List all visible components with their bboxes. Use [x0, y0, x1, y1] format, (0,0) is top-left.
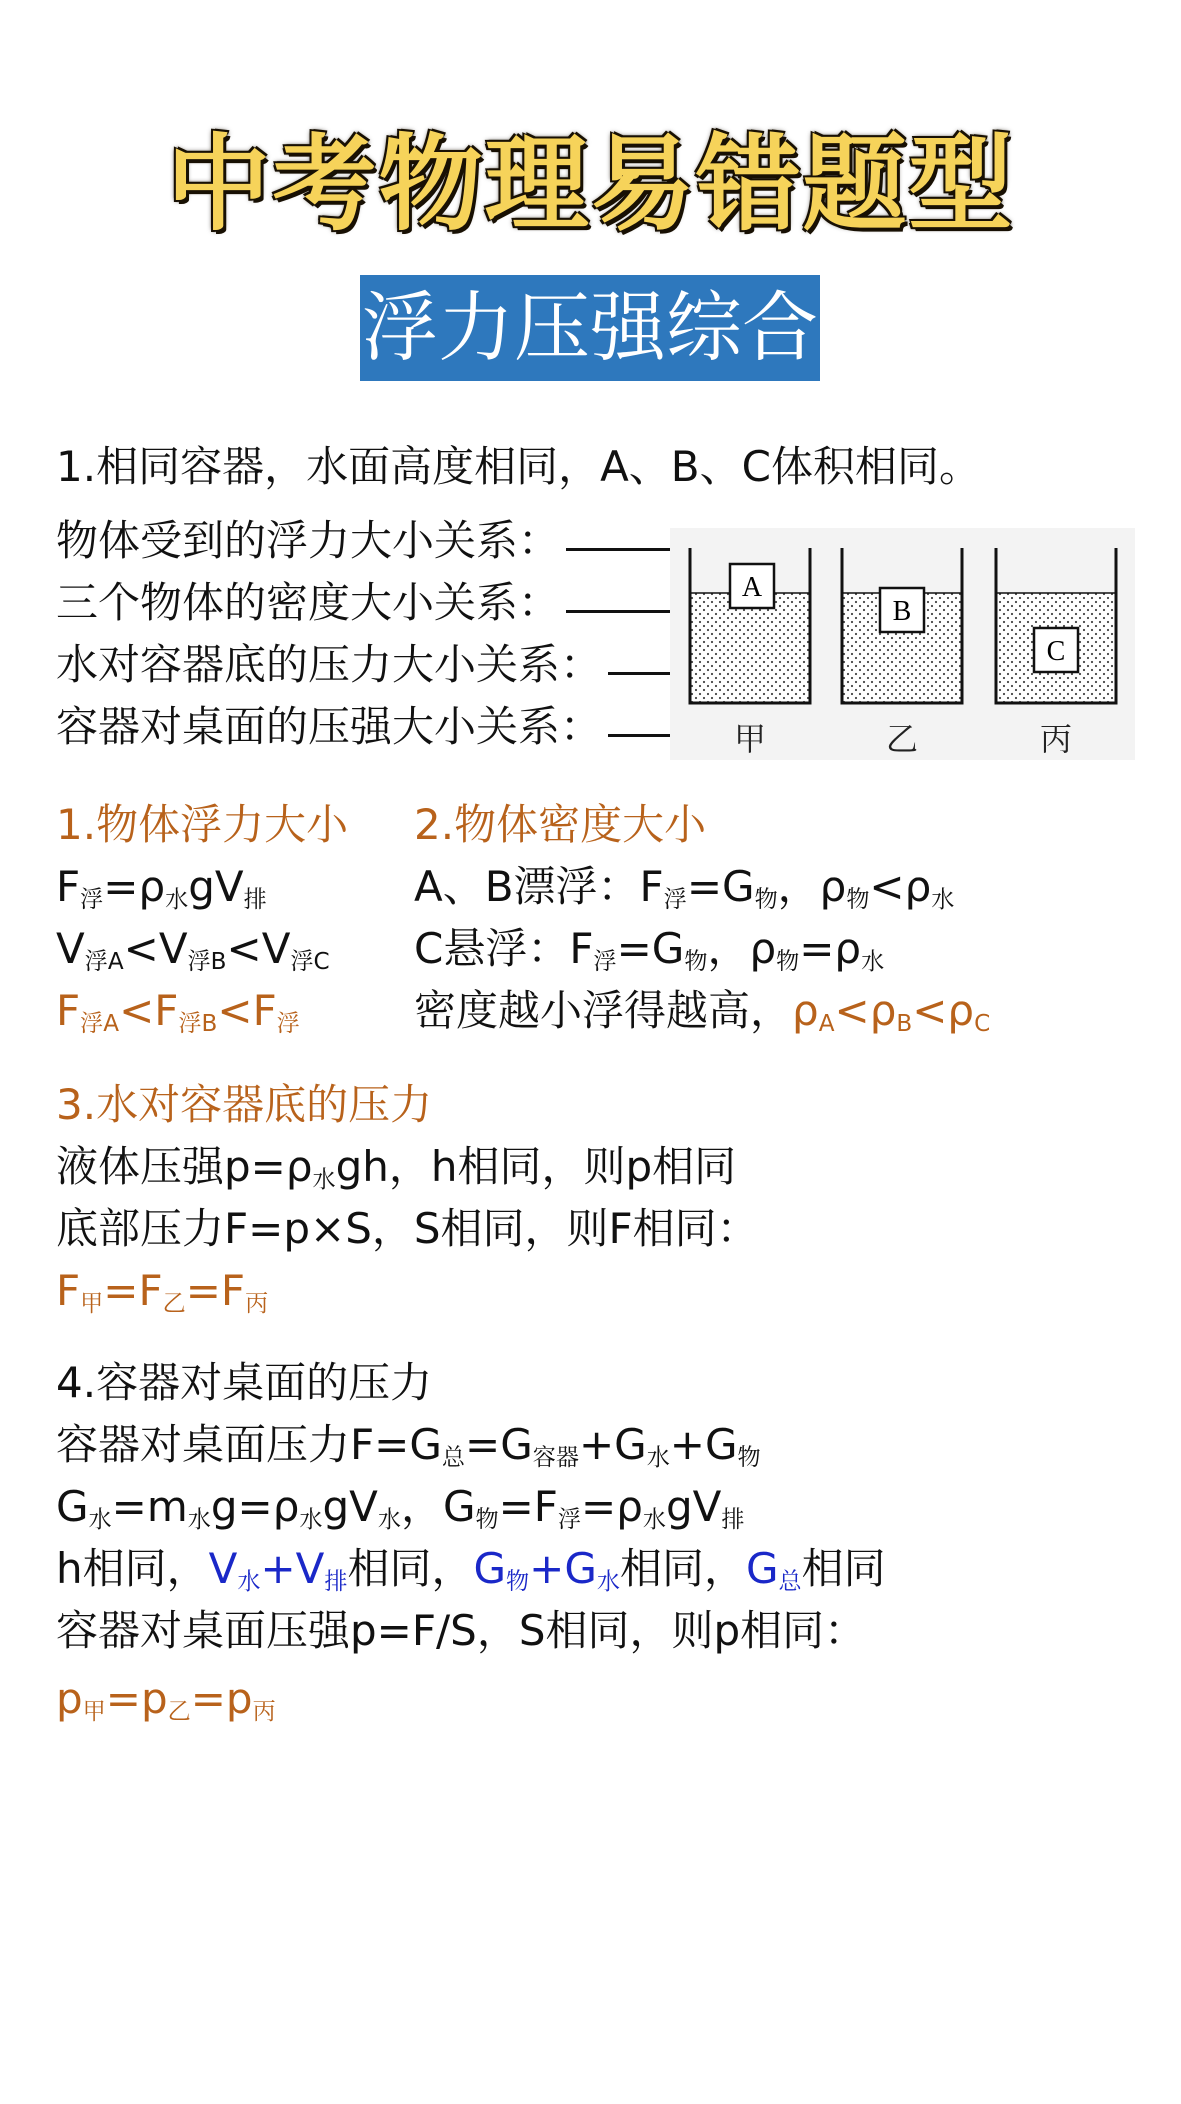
- question-2-text: 三个物体的密度大小关系：: [56, 578, 561, 627]
- text: G: [473, 1544, 507, 1593]
- sub: 物: [776, 948, 800, 975]
- s4-line-5: [56, 1674, 276, 1725]
- sub: 排: [324, 1568, 348, 1595]
- sub: 水: [88, 1506, 112, 1533]
- sub: C: [974, 1010, 991, 1037]
- text: ，G: [400, 1482, 476, 1531]
- s4-line-2: [56, 1482, 745, 1533]
- sub: 浮B: [178, 1010, 218, 1037]
- text: gV: [188, 862, 244, 911]
- text: <V: [123, 924, 188, 973]
- text: <F: [217, 986, 277, 1035]
- sub: 物: [475, 1506, 499, 1533]
- density-order: [792, 986, 990, 1035]
- text: F: [56, 862, 81, 911]
- container-label-yi: 乙: [885, 720, 919, 758]
- sub: 浮A: [80, 1010, 120, 1037]
- text: 液体压强p=ρ: [56, 1142, 313, 1191]
- sub: 浮A: [84, 948, 124, 975]
- question-3: [56, 640, 674, 689]
- question-4-text: 容器对桌面的压强大小关系：: [56, 702, 603, 751]
- sub: 水: [642, 1506, 666, 1533]
- block-a-label: A: [741, 572, 763, 603]
- s1-line-1: [56, 862, 267, 913]
- s2-line-1: [414, 862, 955, 913]
- s2-line-2: [414, 924, 885, 975]
- s1-line-2: [56, 924, 330, 975]
- sub: 浮B: [187, 948, 227, 975]
- text: =G: [465, 1420, 533, 1469]
- text: =ρ: [581, 1482, 643, 1531]
- blue-term: [474, 1544, 620, 1593]
- question-stem: 1.相同容器，水面高度相同，A、B、C体积相同。: [56, 442, 981, 491]
- text: =ρ: [103, 862, 166, 911]
- text: F: [56, 1266, 81, 1315]
- sub: 浮: [663, 886, 687, 913]
- text: +G: [529, 1544, 597, 1593]
- sub: 总: [441, 1444, 465, 1471]
- text: <ρ: [869, 862, 932, 911]
- sub: 物: [754, 886, 778, 913]
- sub: 水: [312, 1166, 336, 1193]
- text: gh，h相同，则p相同: [335, 1142, 737, 1191]
- sub: 物: [846, 886, 870, 913]
- answer-blank: [608, 724, 674, 737]
- text: =p: [105, 1674, 168, 1723]
- text: =F: [185, 1266, 246, 1315]
- text: 相同，: [619, 1544, 746, 1593]
- text: ρ: [792, 986, 819, 1035]
- text: =G: [616, 924, 685, 973]
- sub: 乙: [167, 1698, 191, 1725]
- text: ，ρ: [707, 924, 777, 973]
- sub: B: [896, 1010, 913, 1037]
- question-1: [56, 516, 678, 565]
- sub: 水: [299, 1506, 323, 1533]
- block-c-label: C: [1046, 636, 1066, 667]
- sub: 水: [931, 886, 955, 913]
- sub: 水: [377, 1506, 401, 1533]
- block-b-label: B: [892, 596, 912, 627]
- s3-line-2: 底部压力F=p×S，S相同，则F相同：: [56, 1204, 759, 1253]
- s3-line-1: [56, 1142, 737, 1193]
- answer-blank: [566, 600, 678, 613]
- answer-blank: [608, 662, 674, 675]
- text: <ρ: [912, 986, 975, 1035]
- sub: 甲: [80, 1290, 104, 1317]
- sub: 甲: [82, 1698, 106, 1725]
- text: G: [56, 1482, 89, 1531]
- sub: 浮: [557, 1506, 582, 1533]
- text: <ρ: [834, 986, 897, 1035]
- subtitle-banner: 浮力压强综合: [360, 275, 820, 381]
- text: 密度越小浮得越高，: [414, 986, 793, 1035]
- sub: 浮C: [290, 948, 330, 975]
- text: A、B漂浮：F: [414, 862, 664, 911]
- sub: 物: [737, 1444, 761, 1471]
- answer-blank: [566, 538, 678, 551]
- s3-line-3: [56, 1266, 269, 1317]
- text: +V: [260, 1544, 325, 1593]
- s2-line-3: [414, 986, 991, 1037]
- section-2-heading: 2.物体密度大小: [414, 800, 707, 849]
- text: V: [56, 924, 85, 973]
- s4-line-1: [56, 1420, 761, 1471]
- text: =F: [498, 1482, 558, 1531]
- text: F: [56, 986, 81, 1035]
- text: <V: [226, 924, 291, 973]
- sub: 总: [778, 1568, 802, 1595]
- sub: 浮: [593, 948, 617, 975]
- s4-line-3: [56, 1544, 886, 1595]
- section-1-heading: 1.物体浮力大小: [56, 800, 349, 849]
- question-1-text: 物体受到的浮力大小关系：: [56, 516, 561, 565]
- section-4-heading: 4.容器对桌面的压力: [56, 1358, 433, 1407]
- sub: A: [818, 1010, 835, 1037]
- sub: 乙: [162, 1290, 186, 1317]
- question-4: [56, 702, 674, 751]
- water: [690, 593, 810, 703]
- text: =F: [103, 1266, 163, 1315]
- sub: 物: [506, 1568, 530, 1595]
- container-label-bing: 丙: [1039, 720, 1073, 758]
- page-title: 中考物理易错题型: [166, 123, 1015, 245]
- text: =p: [190, 1674, 253, 1723]
- blue-term: [209, 1544, 348, 1593]
- text: ，ρ: [777, 862, 847, 911]
- sub: 水: [646, 1444, 670, 1471]
- section-3-heading: 3.水对容器底的压力: [56, 1080, 433, 1129]
- sub: 浮: [80, 886, 104, 913]
- sub: 排: [721, 1506, 745, 1533]
- sub: 排: [243, 886, 267, 913]
- sub: 浮: [276, 1010, 300, 1037]
- text: p: [56, 1674, 83, 1723]
- text: 容器对桌面压力F=G: [56, 1420, 442, 1469]
- text: gV: [666, 1482, 722, 1531]
- sub: 水: [187, 1506, 211, 1533]
- text: =m: [111, 1482, 188, 1531]
- s4-line-4: 容器对桌面压强p=F/S，S相同，则p相同：: [56, 1606, 867, 1655]
- text: g=ρ: [210, 1482, 300, 1531]
- sub: 物: [684, 948, 708, 975]
- text: <F: [119, 986, 179, 1035]
- text: +G: [578, 1420, 647, 1469]
- text: =ρ: [799, 924, 862, 973]
- text: =G: [686, 862, 755, 911]
- s1-line-3: [56, 986, 300, 1037]
- container-label-jia: 甲: [733, 720, 767, 758]
- text: C悬浮：F: [414, 924, 594, 973]
- text: G: [746, 1544, 779, 1593]
- sub: 丙: [245, 1290, 269, 1317]
- text: 相同: [801, 1544, 886, 1593]
- sub: 水: [596, 1568, 620, 1595]
- sub: 水: [237, 1568, 261, 1595]
- containers-diagram: [670, 528, 1135, 760]
- text: 相同，: [347, 1544, 474, 1593]
- question-3-text: 水对容器底的压力大小关系：: [56, 640, 603, 689]
- sub: 水: [861, 948, 885, 975]
- text: +G: [669, 1420, 738, 1469]
- sub: 丙: [252, 1698, 276, 1725]
- text: gV: [322, 1482, 378, 1531]
- text: V: [208, 1544, 238, 1593]
- sub: 容器: [532, 1444, 579, 1471]
- question-2: [56, 578, 678, 627]
- text: h相同，: [56, 1544, 209, 1593]
- sub: 水: [165, 886, 189, 913]
- blue-term: [746, 1544, 802, 1593]
